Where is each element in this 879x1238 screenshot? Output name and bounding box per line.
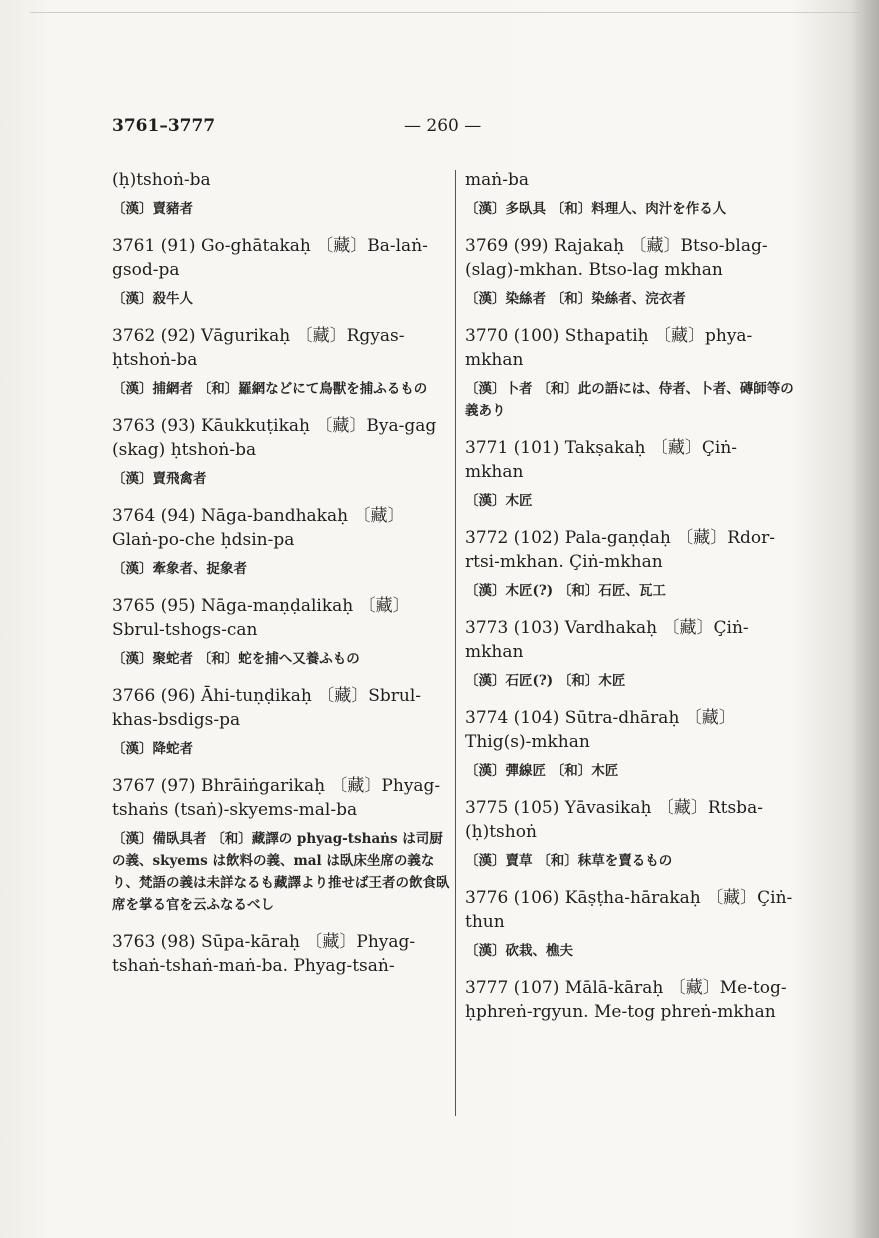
entry-headword: 3773 (103) Vardhakaḥ 〔藏〕Çiṅ-mkhan bbox=[465, 618, 749, 662]
dictionary-entry bbox=[465, 234, 795, 310]
dictionary-entry bbox=[112, 684, 450, 760]
entry-gloss: 〔漢〕牽象者、捉象者 bbox=[112, 561, 247, 577]
dictionary-entry bbox=[112, 504, 450, 580]
entry-headword: 3774 (104) Sūtra-dhāraḥ 〔藏〕Thig(s)-mkhan bbox=[465, 708, 736, 752]
entry-gloss: 〔漢〕賣草 〔和〕秣草を賣るもの bbox=[465, 853, 673, 869]
dictionary-entry bbox=[465, 796, 795, 872]
entry-gloss: 〔漢〕備臥具者 〔和〕藏譯の phyag-tshaṅs は司厨の義、skyems は飲料の義、mal は臥床坐席の義なり、梵語の義は未詳なるも藏譯より推せば王者の飲食臥席を掌る官を云ふなるべし bbox=[112, 831, 450, 913]
entry-headword: 3763 (98) Sūpa-kāraḥ 〔藏〕Phyag-tshaṅ-tshaṅ-maṅ-ba. Phyag-tsaṅ- bbox=[112, 932, 416, 976]
entry-headword: 3770 (100) Sthapatiḥ 〔藏〕phya-mkhan bbox=[465, 326, 753, 370]
dictionary-entry bbox=[465, 526, 795, 602]
entry-headword: maṅ-ba bbox=[465, 170, 529, 190]
entry-gloss: 〔漢〕多臥具 〔和〕料理人、肉汁を作る人 bbox=[465, 201, 727, 217]
entry-gloss: 〔漢〕聚蛇者 〔和〕蛇を捕へ又養ふもの bbox=[112, 651, 360, 667]
entry-gloss: 〔漢〕染絲者 〔和〕染絲者、浣衣者 bbox=[465, 291, 686, 307]
column-divider bbox=[455, 170, 456, 1116]
entry-headword: (ḥ)tshoṅ-ba bbox=[112, 170, 211, 190]
entry-gloss: 〔漢〕石匠(?) 〔和〕木匠 bbox=[465, 673, 626, 689]
entry-headword: 3769 (99) Rajakaḥ 〔藏〕Btso-blag-(slag)-mkhan. Btso-lag mkhan bbox=[465, 236, 768, 280]
entry-headword: 3767 (97) Bhrāiṅgarikaḥ 〔藏〕Phyag-tshaṅs (tsaṅ)-skyems-mal-ba bbox=[112, 776, 441, 820]
entry-headword: 3761 (91) Go-ghātakaḥ 〔藏〕Ba-laṅ-gsod-pa bbox=[112, 236, 428, 280]
dictionary-entry bbox=[112, 324, 450, 400]
entry-headword: 3763 (93) Kāukkuṭikaḥ 〔藏〕Bya-gag (skag) ḥtshoṅ-ba bbox=[112, 416, 437, 460]
entry-headword: 3762 (92) Vāgurikaḥ 〔藏〕Rgyas-ḥtshoṅ-ba bbox=[112, 326, 405, 370]
dictionary-entry bbox=[112, 774, 450, 916]
dictionary-entry bbox=[465, 324, 795, 422]
dictionary-entry bbox=[465, 616, 795, 692]
entry-gloss: 〔漢〕彈線匠 〔和〕木匠 bbox=[465, 763, 619, 779]
entry-headword: 3764 (94) Nāga-bandhakaḥ 〔藏〕Glaṅ-po-che ḥdsin-pa bbox=[112, 506, 405, 550]
dictionary-entry bbox=[465, 436, 795, 512]
left-column bbox=[112, 168, 450, 992]
entry-gloss: 〔漢〕降蛇者 bbox=[112, 741, 193, 757]
entry-headword: 3776 (106) Kāṣṭha-hārakaḥ 〔藏〕Çiṅ-thun bbox=[465, 888, 793, 932]
top-edge-rule bbox=[30, 12, 860, 13]
page-number: — 260 — bbox=[404, 116, 482, 136]
entry-gloss: 〔漢〕捕網者 〔和〕羅網などにて鳥獸を捕ふるもの bbox=[112, 381, 428, 397]
entry-headword: 3772 (102) Pala-gaṇḍaḥ 〔藏〕Rdor-rtsi-mkhan. Çiṅ-mkhan bbox=[465, 528, 776, 572]
entry-headword: 3771 (101) Takṣakaḥ 〔藏〕Çiṅ-mkhan bbox=[465, 438, 738, 482]
entry-gloss: 〔漢〕卜者 〔和〕此の語には、侍者、卜者、磚師等の義あり bbox=[465, 381, 794, 419]
dictionary-entry bbox=[465, 976, 795, 1024]
entry-headword: 3765 (95) Nāga-maṇḍalikaḥ 〔藏〕Sbrul-tshogs-can bbox=[112, 596, 410, 640]
dictionary-entry bbox=[112, 594, 450, 670]
dictionary-entry bbox=[465, 706, 795, 782]
entry-gloss: 〔漢〕賣飛禽者 bbox=[112, 471, 207, 487]
entry-gloss: 〔漢〕賣豬者 bbox=[112, 201, 193, 217]
dictionary-entry bbox=[112, 930, 450, 978]
page-edge-shadow bbox=[849, 0, 879, 1238]
entry-headword: 3777 (107) Mālā-kāraḥ 〔藏〕Me-tog-ḥphreṅ-rgyun. Me-tog phreṅ-mkhan bbox=[465, 978, 787, 1022]
entry-headword: 3766 (96) Āhi-tuṇḍikaḥ 〔藏〕Sbrul-khas-bsdigs-pa bbox=[112, 686, 421, 730]
dictionary-entry bbox=[112, 234, 450, 310]
page-range: 3761–3777 bbox=[112, 116, 216, 136]
dictionary-entry bbox=[112, 414, 450, 490]
page-header bbox=[112, 116, 792, 146]
entry-gloss: 〔漢〕殺牛人 bbox=[112, 291, 193, 307]
dictionary-entry bbox=[465, 886, 795, 962]
entry-gloss: 〔漢〕木匠(?) 〔和〕石匠、瓦工 bbox=[465, 583, 666, 599]
dictionary-entry bbox=[465, 168, 795, 220]
dictionary-entry bbox=[112, 168, 450, 220]
right-column bbox=[465, 168, 795, 1038]
entry-headword: 3775 (105) Yāvasikaḥ 〔藏〕Rtsba-(ḥ)tshoṅ bbox=[465, 798, 763, 842]
entry-gloss: 〔漢〕砍栽、樵夫 bbox=[465, 943, 573, 959]
entry-gloss: 〔漢〕木匠 bbox=[465, 493, 533, 509]
